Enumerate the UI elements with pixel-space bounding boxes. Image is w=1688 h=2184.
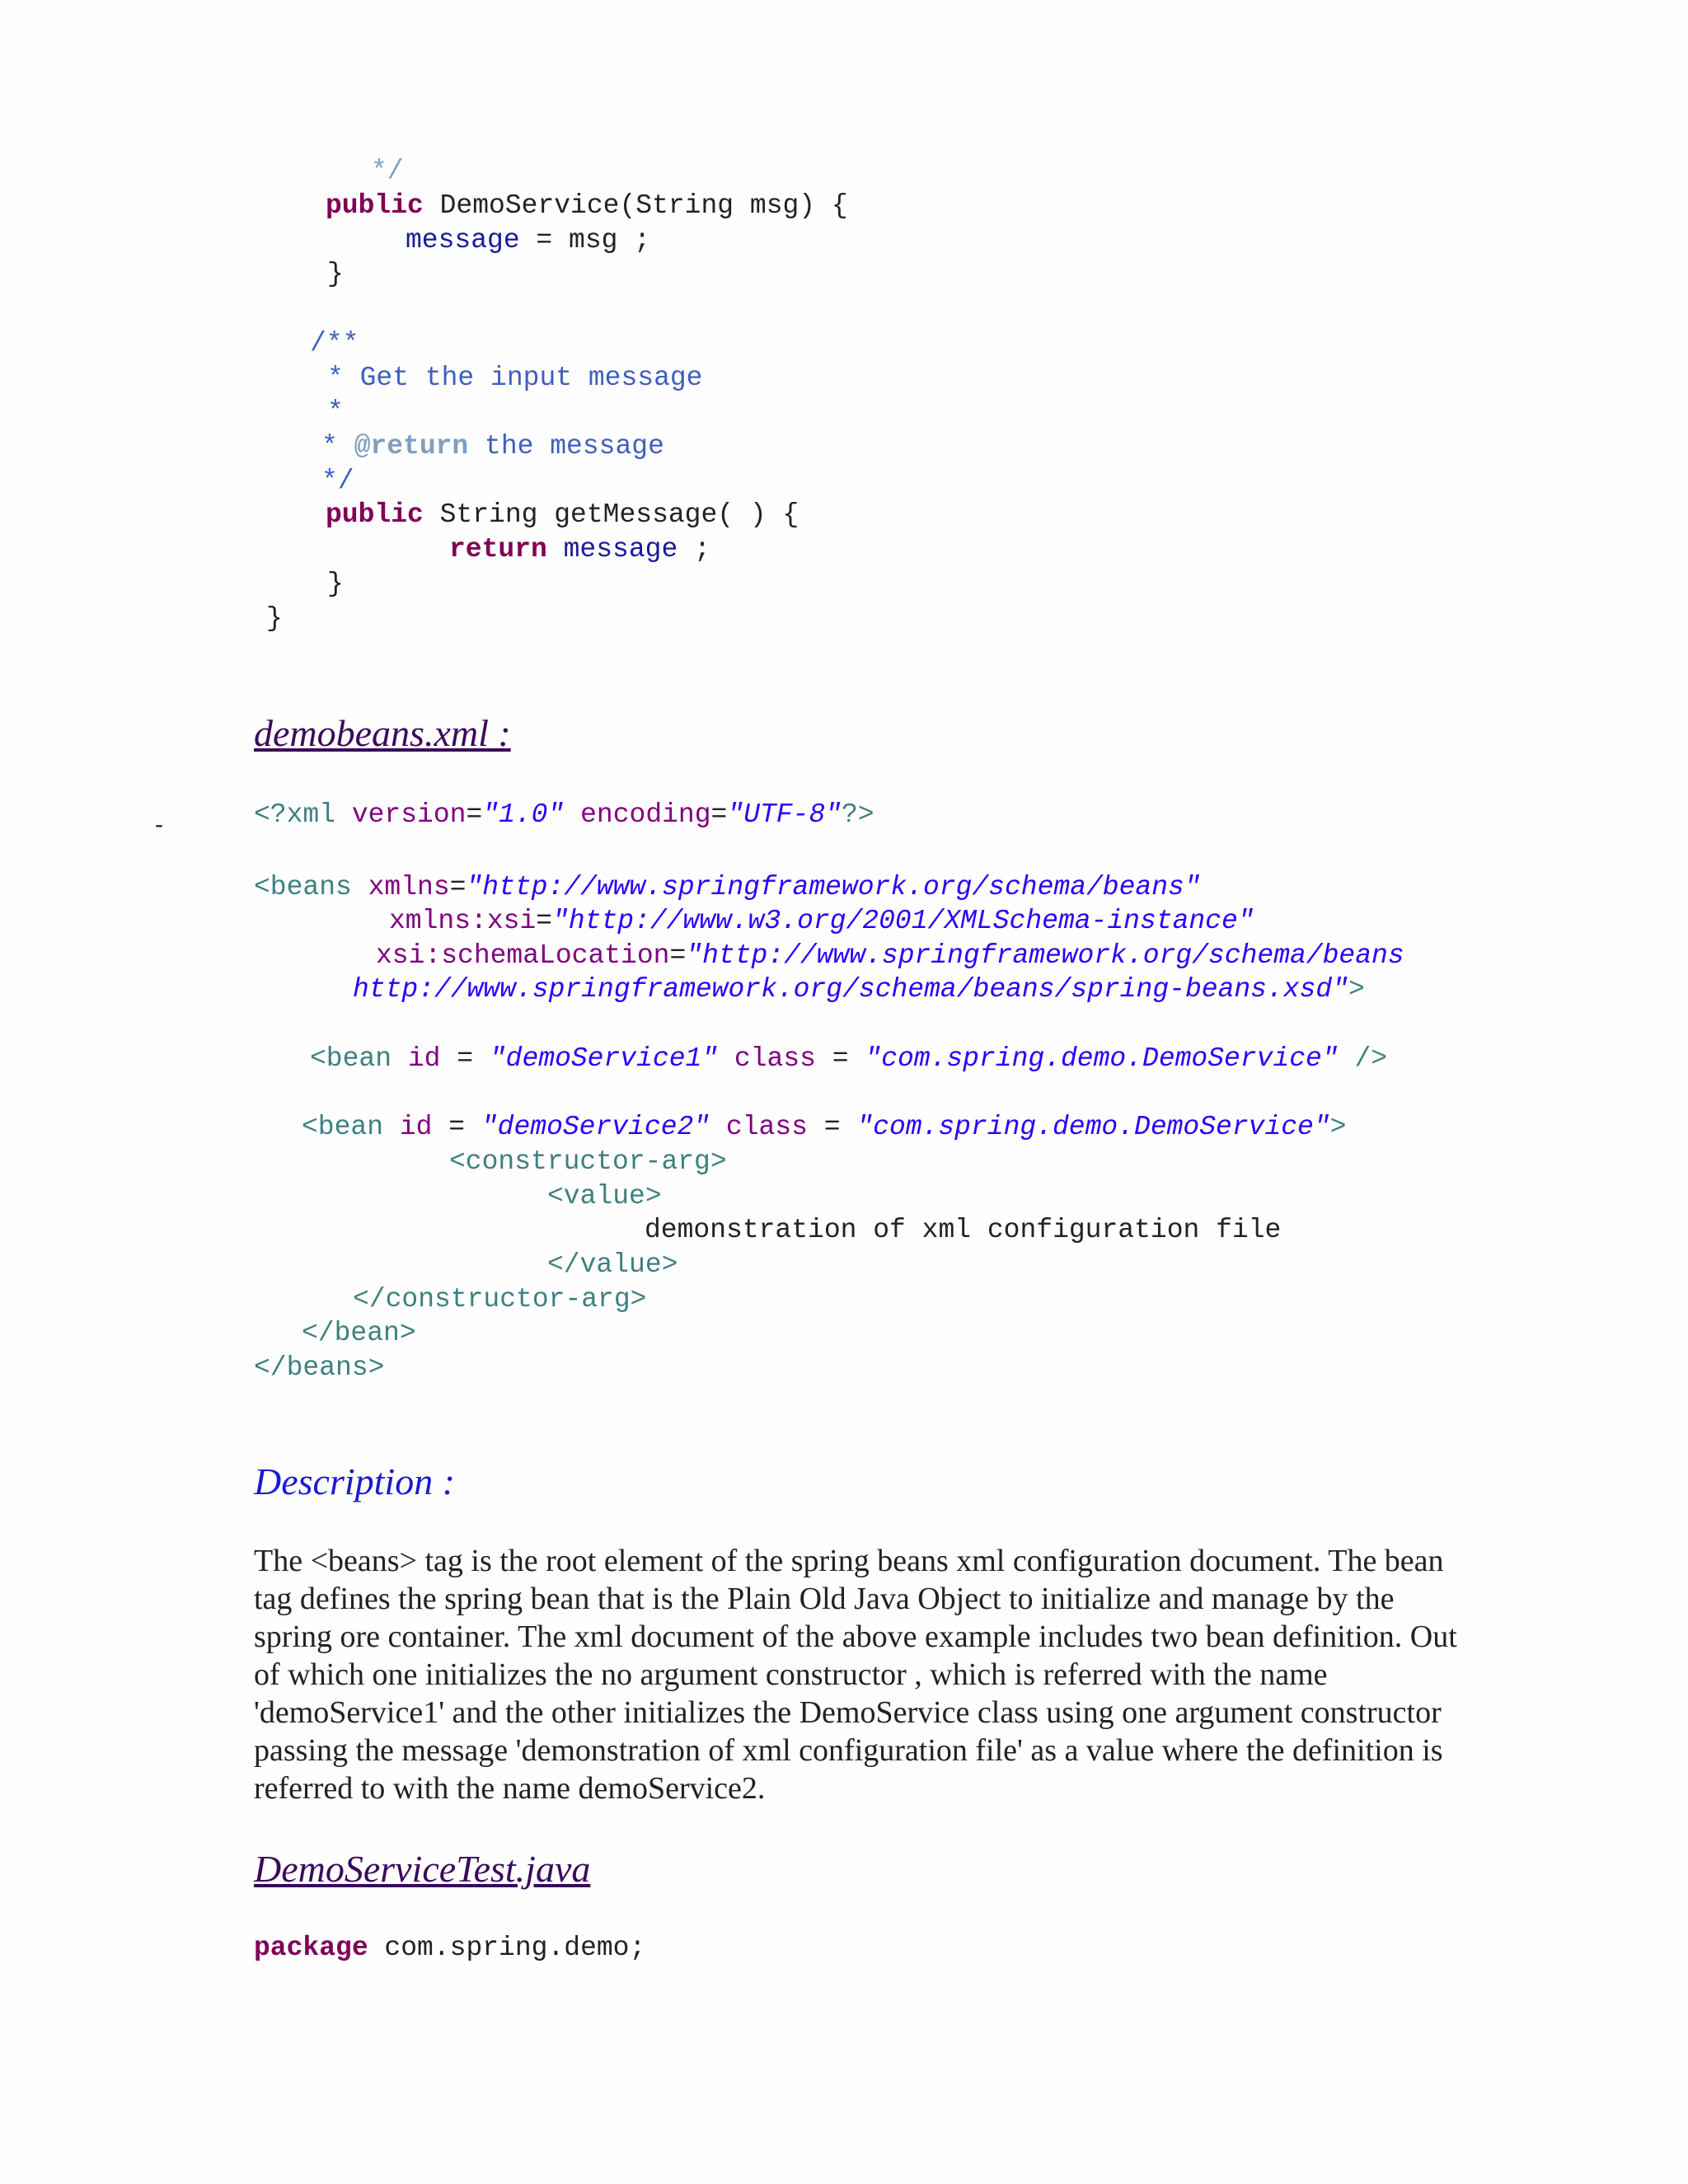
- keyword-return: return: [449, 534, 547, 565]
- xml-string: "demoService2": [481, 1112, 710, 1142]
- paragraph-line: tag defines the spring bean that is the Plain Old Java Object to initialize and manage by the: [254, 1582, 1395, 1616]
- code-text: }: [266, 603, 283, 634]
- xml-attr: xmlns: [368, 872, 450, 902]
- xml-ctor-close-line: [353, 1283, 646, 1316]
- xml-attr: class: [718, 1043, 816, 1074]
- xml-string: "1.0": [482, 799, 565, 830]
- code-text: com.spring.demo;: [368, 1933, 646, 1963]
- xml-tag: />: [1338, 1043, 1388, 1074]
- xml-bean2-line: [302, 1111, 1346, 1144]
- xml-tag: >: [1329, 1112, 1347, 1142]
- paragraph-line: passing the message 'demonstration of xml configuration file' as a value where the definition is: [254, 1733, 1443, 1768]
- code-text: ;: [678, 534, 710, 565]
- xml-text: =: [815, 1043, 865, 1074]
- xml-value-text-line: [645, 1214, 1281, 1247]
- xml-tag: <bean: [302, 1112, 400, 1142]
- comment-text: *: [327, 396, 344, 427]
- xml-string: "http://www.w3.org/2001/XMLSchema-instance": [552, 906, 1254, 936]
- xml-attr: encoding: [564, 799, 711, 830]
- xml-declaration-line: [254, 799, 874, 832]
- xml-text: =: [466, 799, 483, 830]
- paragraph-line: 'demoService1' and the other initializes the DemoService class using one argument constructor: [254, 1695, 1442, 1730]
- code-line: [371, 155, 404, 188]
- xml-tag: <beans: [254, 872, 368, 902]
- xml-text: =: [669, 940, 687, 971]
- xml-beans-close-line: [254, 1352, 384, 1385]
- xml-attr: xsi:schemaLocation: [376, 940, 670, 971]
- xml-text: =: [536, 906, 553, 936]
- code-line: [326, 190, 848, 223]
- javadoc-tag: @return: [354, 431, 469, 462]
- keyword-public: public: [326, 190, 424, 221]
- xml-text: =: [710, 799, 728, 830]
- xml-text: =: [440, 1043, 490, 1074]
- xml-attr: version: [351, 799, 467, 830]
- code-line: [321, 430, 664, 463]
- xml-string: "com.spring.demo.DemoService": [865, 1043, 1339, 1074]
- xml-tag: </beans>: [254, 1352, 385, 1383]
- comment-text: the message: [468, 431, 664, 462]
- code-line: [406, 224, 650, 257]
- xml-text: =: [807, 1112, 857, 1142]
- code-text: String getMessage( ) {: [423, 499, 799, 530]
- comment-text: * Get the input message: [327, 363, 703, 393]
- xml-tag: </constructor-arg>: [353, 1284, 647, 1315]
- code-line: [321, 465, 354, 498]
- code-line: [327, 568, 344, 601]
- xml-tag: </bean>: [302, 1318, 416, 1348]
- xml-attr: id: [399, 1112, 433, 1142]
- xml-string: http://www.springframework.org/schema/beans/spring-beans.xsd": [353, 974, 1348, 1005]
- code-line: [310, 327, 359, 360]
- xml-attr: class: [710, 1112, 808, 1142]
- xml-text: demonstration of xml configuration file: [645, 1215, 1282, 1245]
- code-text: }: [327, 259, 344, 289]
- code-line: [327, 362, 702, 395]
- xml-string: "demoService1": [489, 1043, 719, 1074]
- paragraph-line: The <beans> tag is the root element of the spring beans xml configuration document. The bean: [254, 1544, 1444, 1578]
- xml-beans-open-line: [254, 871, 1201, 904]
- xml-attr-line: [389, 905, 1254, 938]
- xml-attr-line: [353, 973, 1365, 1006]
- code-line: [449, 533, 710, 566]
- section-heading-description: Description :: [254, 1460, 456, 1502]
- description-paragraph: [254, 1542, 1540, 1807]
- xml-string: "http://www.springframework.org/schema/beans: [686, 940, 1404, 971]
- code-text: DemoService(String msg) {: [423, 190, 848, 221]
- section-heading-demoservicetest: DemoServiceTest.java: [254, 1848, 591, 1890]
- xml-tag: </value>: [547, 1249, 678, 1280]
- comment-text: */: [321, 466, 354, 496]
- paragraph-line: of which one initializes the no argument constructor , which is referred with the name: [254, 1657, 1328, 1692]
- code-text: }: [327, 569, 344, 599]
- xml-attr: id: [407, 1043, 441, 1074]
- xml-value-close-line: [547, 1249, 678, 1282]
- xml-text: =: [432, 1112, 481, 1142]
- section-heading-demobeans: demobeans.xml :: [254, 712, 511, 754]
- xml-string: "http://www.springframework.org/schema/beans": [466, 872, 1201, 902]
- xml-tag: >: [1348, 974, 1365, 1005]
- xml-string: "com.spring.demo.DemoService": [856, 1112, 1330, 1142]
- xml-ctor-open-line: [449, 1146, 727, 1179]
- code-line: [327, 258, 344, 291]
- margin-mark: -: [155, 811, 163, 838]
- xml-attr-line: [376, 940, 1404, 972]
- xml-string: "UTF-8": [727, 799, 842, 830]
- xml-bean-close-line: [302, 1317, 416, 1350]
- paragraph-line: spring ore container. The xml document of the above example includes two bean definition. Out: [254, 1619, 1457, 1654]
- xml-tag: <?xml: [254, 799, 352, 830]
- keyword-public: public: [326, 499, 424, 530]
- xml-bean1-line: [310, 1043, 1387, 1076]
- xml-text: =: [449, 872, 467, 902]
- xml-tag: <constructor-arg>: [449, 1146, 727, 1177]
- xml-attr: xmlns:xsi: [389, 906, 537, 936]
- xml-value-open-line: [547, 1180, 662, 1213]
- paragraph-line: referred to with the name demoService2.: [254, 1771, 766, 1806]
- comment-text: *: [321, 431, 354, 462]
- keyword-package: package: [254, 1933, 368, 1963]
- xml-tag: ?>: [841, 799, 874, 830]
- code-text: = msg ;: [519, 225, 651, 255]
- field-message: message: [406, 225, 520, 255]
- test-code-package-line: [254, 1932, 645, 1965]
- code-line: [266, 602, 283, 635]
- code-line: [326, 499, 799, 532]
- comment-text: */: [371, 156, 404, 186]
- xml-tag: <value>: [547, 1181, 662, 1212]
- comment-text: /**: [310, 328, 359, 359]
- field-message: message: [546, 534, 678, 565]
- code-line: [327, 396, 344, 429]
- xml-tag: <bean: [310, 1043, 408, 1074]
